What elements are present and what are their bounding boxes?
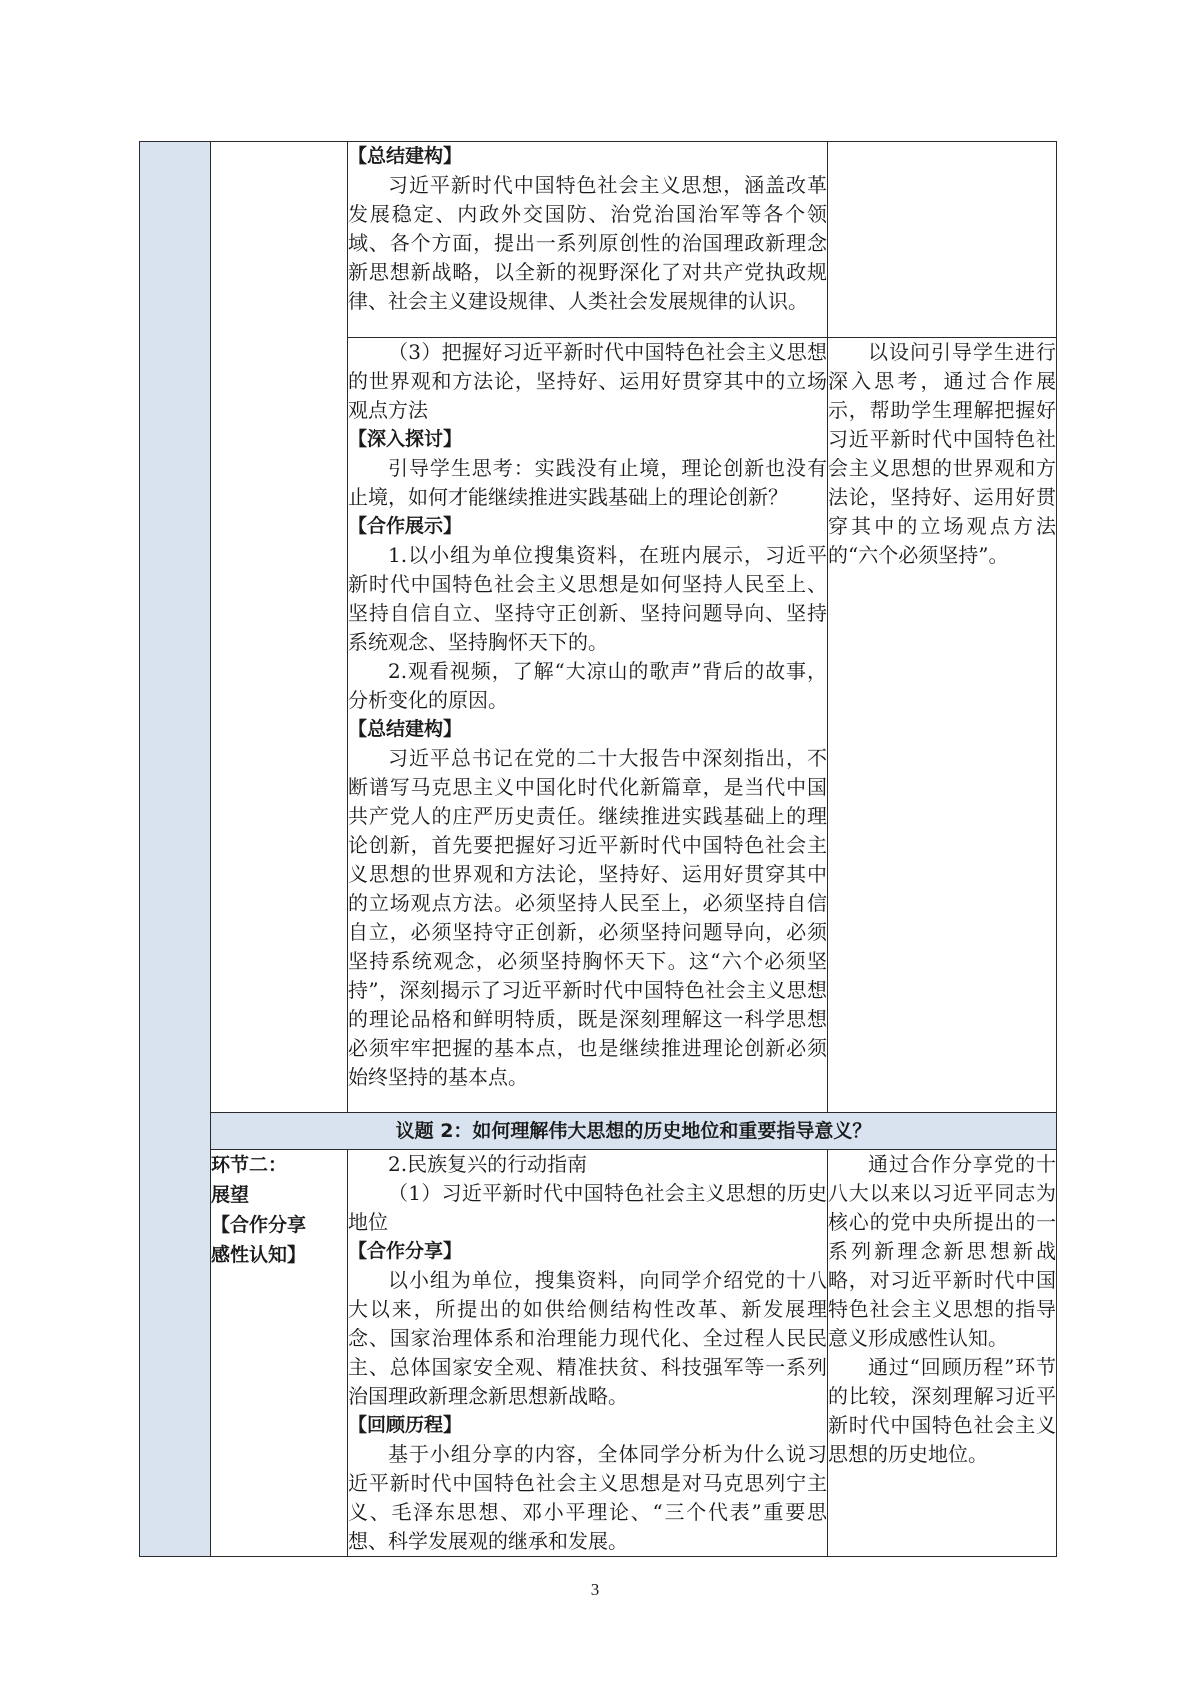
topic-row <box>140 1113 1057 1150</box>
left-blue-column <box>140 142 211 1557</box>
paragraph: 1.以小组为单位搜集资料，在班内展示，习近平新时代中国特色社会主义思想是如何坚持人民至上、坚持自信自立、坚持守正创新、坚持问题导向、坚持系统观念、坚持胸怀天下的。 <box>348 543 827 654</box>
note-paragraph: 以设问引导学生进行深入思考，通过合作展示，帮助学生理解把握好习近平新时代中国特色社会主义思想的世界观和方法论，坚持好、运用好贯穿其中的立场观点方法的“六个必须坚持”。 <box>828 340 1056 567</box>
section-tag: 【合作分享】 <box>348 1240 463 1262</box>
paragraph: 习近平总书记在党的二十大报告中深刻指出，不断谱写马克思主义中国化时代化新篇章，是当代中国共产党人的庄严历史责任。继续推进实践基础上的理论创新，首先要把握好习近平新时代中国特色社会主义思想的世界观和方法论，坚持好、运用好贯穿其中的立场观点方法。必须坚持人民至上，必须坚持自信自立，必须坚持守正创新，必须坚持问题导向，必须坚持系统观念，必须坚持胸怀天下。这“六个必须坚持”，深刻揭示了习近平新时代中国特色社会主义思想的理论品格和鲜明特质，既是深刻理解这一科学思想必须牢牢把握的基本点，也是继续推进理论创新必须始终坚持的基本点。 <box>348 746 827 1089</box>
section-tag: 【总结建构】 <box>348 718 463 740</box>
paragraph: 习近平新时代中国特色社会主义思想，涵盖改革发展稳定、内政外交国防、治党治国治军等各个领域、各个方面，提出一系列原创性的治国理政新理念新思想新战略，以全新的视野深化了对共产党执政规律、社会主义建设规律、人类社会发展规律的认识。 <box>348 173 827 313</box>
table-row <box>140 1150 1057 1557</box>
table-row <box>140 142 1057 338</box>
stage-label: 感性认知】 <box>211 1244 307 1266</box>
lesson-plan-table <box>139 141 1057 1557</box>
subheading: （1）习近平新时代中国特色社会主义思想的历史地位 <box>348 1181 827 1234</box>
note-cell <box>828 142 1057 338</box>
paragraph: 以小组为单位，搜集资料，向同学介绍党的十八大以来，所提出的如供给侧结构性改革、新发展理念、国家治理体系和治理能力现代化、全过程人民民主、总体国家安全观、精准扶贫、科技强军等一系列治国理政新理念新思想新战略。 <box>348 1268 827 1408</box>
stage-cell-empty <box>211 142 348 1113</box>
note-cell <box>828 338 1057 1113</box>
stage-label: 展望 <box>211 1184 250 1206</box>
topic-heading: 议题 2：如何理解伟大思想的历史地位和重要指导意义？ <box>211 1113 1057 1150</box>
section-tag: 【回顾历程】 <box>348 1414 463 1436</box>
content-cell <box>348 142 828 338</box>
paragraph: 基于小组分享的内容，全体同学分析为什么说习近平新时代中国特色社会主义思想是对马克思列宁主义、毛泽东思想、邓小平理论、“三个代表”重要思想、科学发展观的继承和发展。 <box>348 1442 827 1553</box>
section-tag: 【合作展示】 <box>348 515 463 537</box>
subheading: （3）把握好习近平新时代中国特色社会主义思想的世界观和方法论，坚持好、运用好贯穿其中的立场观点方法 <box>348 340 827 422</box>
subheading: 2.民族复兴的行动指南 <box>388 1152 588 1176</box>
content-cell <box>348 1150 828 1557</box>
note-paragraph: 通过“回顾历程”环节的比较，深刻理解习近平新时代中国特色社会主义思想的历史地位。 <box>828 1355 1056 1466</box>
note-paragraph: 通过合作分享党的十八大以来以习近平同志为核心的党中央所提出的一系列新理念新思想新战略，对习近平新时代中国特色社会主义思想的指导意义形成感性认知。 <box>828 1152 1056 1350</box>
stage-label: 环节二： <box>211 1154 288 1176</box>
note-cell <box>828 1150 1057 1557</box>
paragraph: 2.观看视频，了解“大凉山的歌声”背后的故事，分析变化的原因。 <box>348 659 827 712</box>
stage-cell <box>211 1150 348 1557</box>
stage-label: 【合作分享 <box>211 1214 307 1236</box>
section-tag: 【总结建构】 <box>348 145 463 167</box>
content-cell <box>348 338 828 1113</box>
section-tag: 【深入探讨】 <box>348 428 463 450</box>
paragraph: 引导学生思考：实践没有止境，理论创新也没有止境，如何才能继续推进实践基础上的理论创新？ <box>348 456 827 509</box>
page-number: 3 <box>590 1580 600 1599</box>
